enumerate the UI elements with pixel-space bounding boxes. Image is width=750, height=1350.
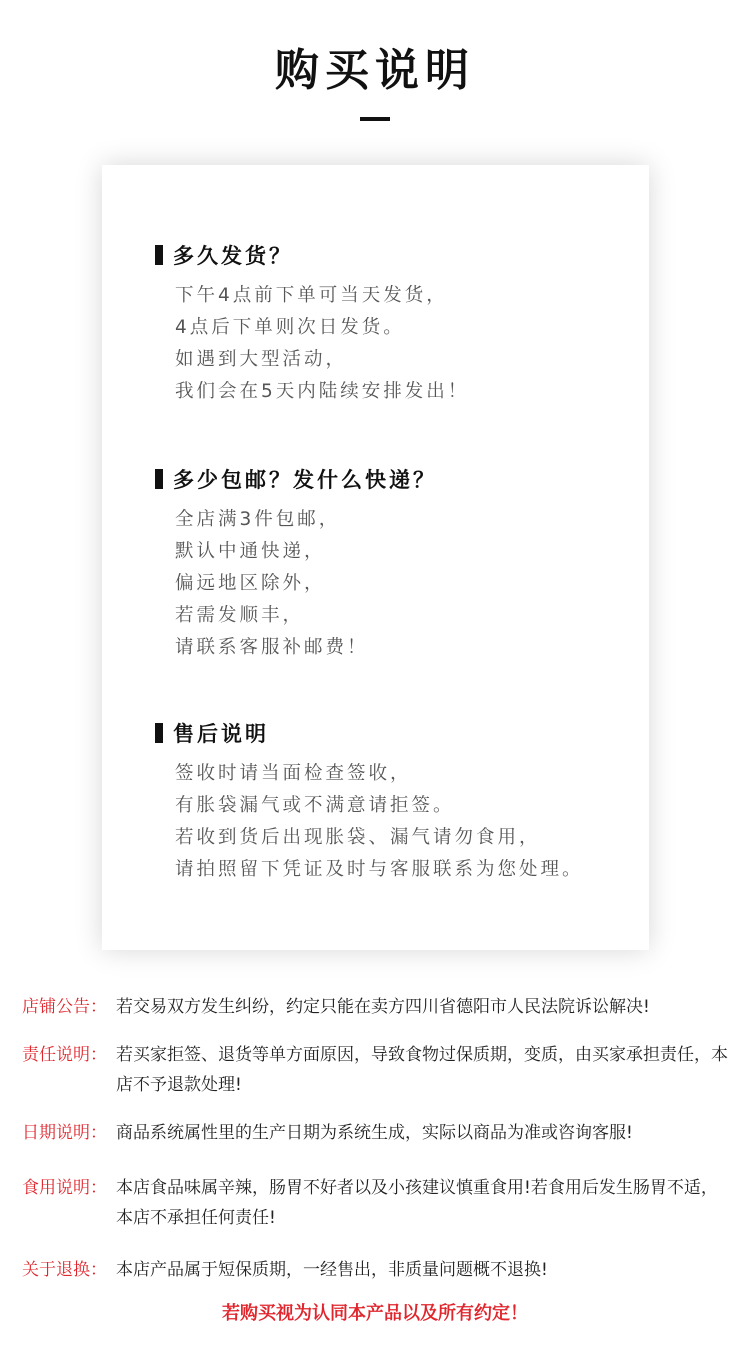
section-heading-text: 售后说明 — [173, 722, 269, 746]
notice-item — [22, 1040, 732, 1100]
notice-item — [22, 1255, 732, 1285]
notice-text: 本店产品属于短保质期，一经售出，非质量问题概不退换! — [116, 1260, 548, 1280]
notice-item — [22, 1118, 732, 1148]
section-line: 请联系客服补邮费！ — [175, 637, 369, 658]
section-heading-text: 多久发货？ — [173, 244, 293, 268]
heading-bar-marker — [155, 245, 163, 265]
notice-item — [22, 992, 732, 1022]
section-shipping-courier — [155, 462, 635, 664]
section-body — [155, 504, 635, 664]
notice-label: 关于退换： — [22, 1260, 107, 1280]
section-shipping-time — [155, 238, 635, 408]
section-line: 若收到货后出现胀袋、漏气请勿食用， — [175, 827, 541, 848]
section-line: 默认中通快递， — [175, 541, 326, 562]
section-body — [155, 280, 635, 408]
heading-bar-marker — [155, 469, 163, 489]
section-line: 若需发顺丰， — [175, 605, 305, 626]
section-line: 偏远地区除外， — [175, 573, 326, 594]
section-heading — [155, 238, 635, 272]
title-underline — [360, 117, 390, 121]
section-line: 下午4点前下单可当天发货， — [175, 285, 448, 306]
section-heading — [155, 462, 635, 496]
notice-label: 责任说明： — [22, 1045, 107, 1065]
info-card — [102, 165, 649, 950]
section-line: 有胀袋漏气或不满意请拒签。 — [175, 795, 455, 816]
section-line: 我们会在5天内陆续安排发出！ — [175, 381, 470, 402]
page-title: 购买说明 — [275, 45, 475, 96]
notice-text: 若交易双方发生纠纷，约定只能在卖方四川省德阳市人民法院诉讼解决! — [116, 997, 650, 1017]
section-line: 全店满3件包邮， — [175, 509, 341, 530]
notice-item — [22, 1173, 732, 1233]
notice-label: 日期说明： — [22, 1123, 107, 1143]
section-body — [155, 758, 635, 886]
section-line: 请拍照留下凭证及时与客服联系为您处理。 — [175, 859, 584, 880]
notice-text: 本店食品味属辛辣，肠胃不好者以及小孩建议慎重食用!若食用后发生肠胃不适，本店不承担任何责任! — [116, 1178, 718, 1228]
notice-label: 食用说明： — [22, 1178, 107, 1198]
section-heading-text: 多少包邮？发什么快递？ — [173, 468, 437, 492]
section-line: 如遇到大型活动， — [175, 349, 348, 370]
notice-label: 店铺公告： — [22, 997, 107, 1017]
section-line: 4点后下单则次日发货。 — [175, 317, 405, 338]
heading-bar-marker — [155, 723, 163, 743]
agreement-note: 若购买视为认同本产品以及所有约定！ — [222, 1303, 528, 1324]
section-after-sales — [155, 716, 635, 886]
section-heading — [155, 716, 635, 750]
notice-text: 若买家拒签、退货等单方面原因，导致食物过保质期，变质，由买家承担责任，本店不予退款处理! — [116, 1045, 728, 1095]
section-line: 签收时请当面检查签收， — [175, 763, 412, 784]
notice-text: 商品系统属性里的生产日期为系统生成，实际以商品为准或咨询客服! — [116, 1123, 633, 1143]
